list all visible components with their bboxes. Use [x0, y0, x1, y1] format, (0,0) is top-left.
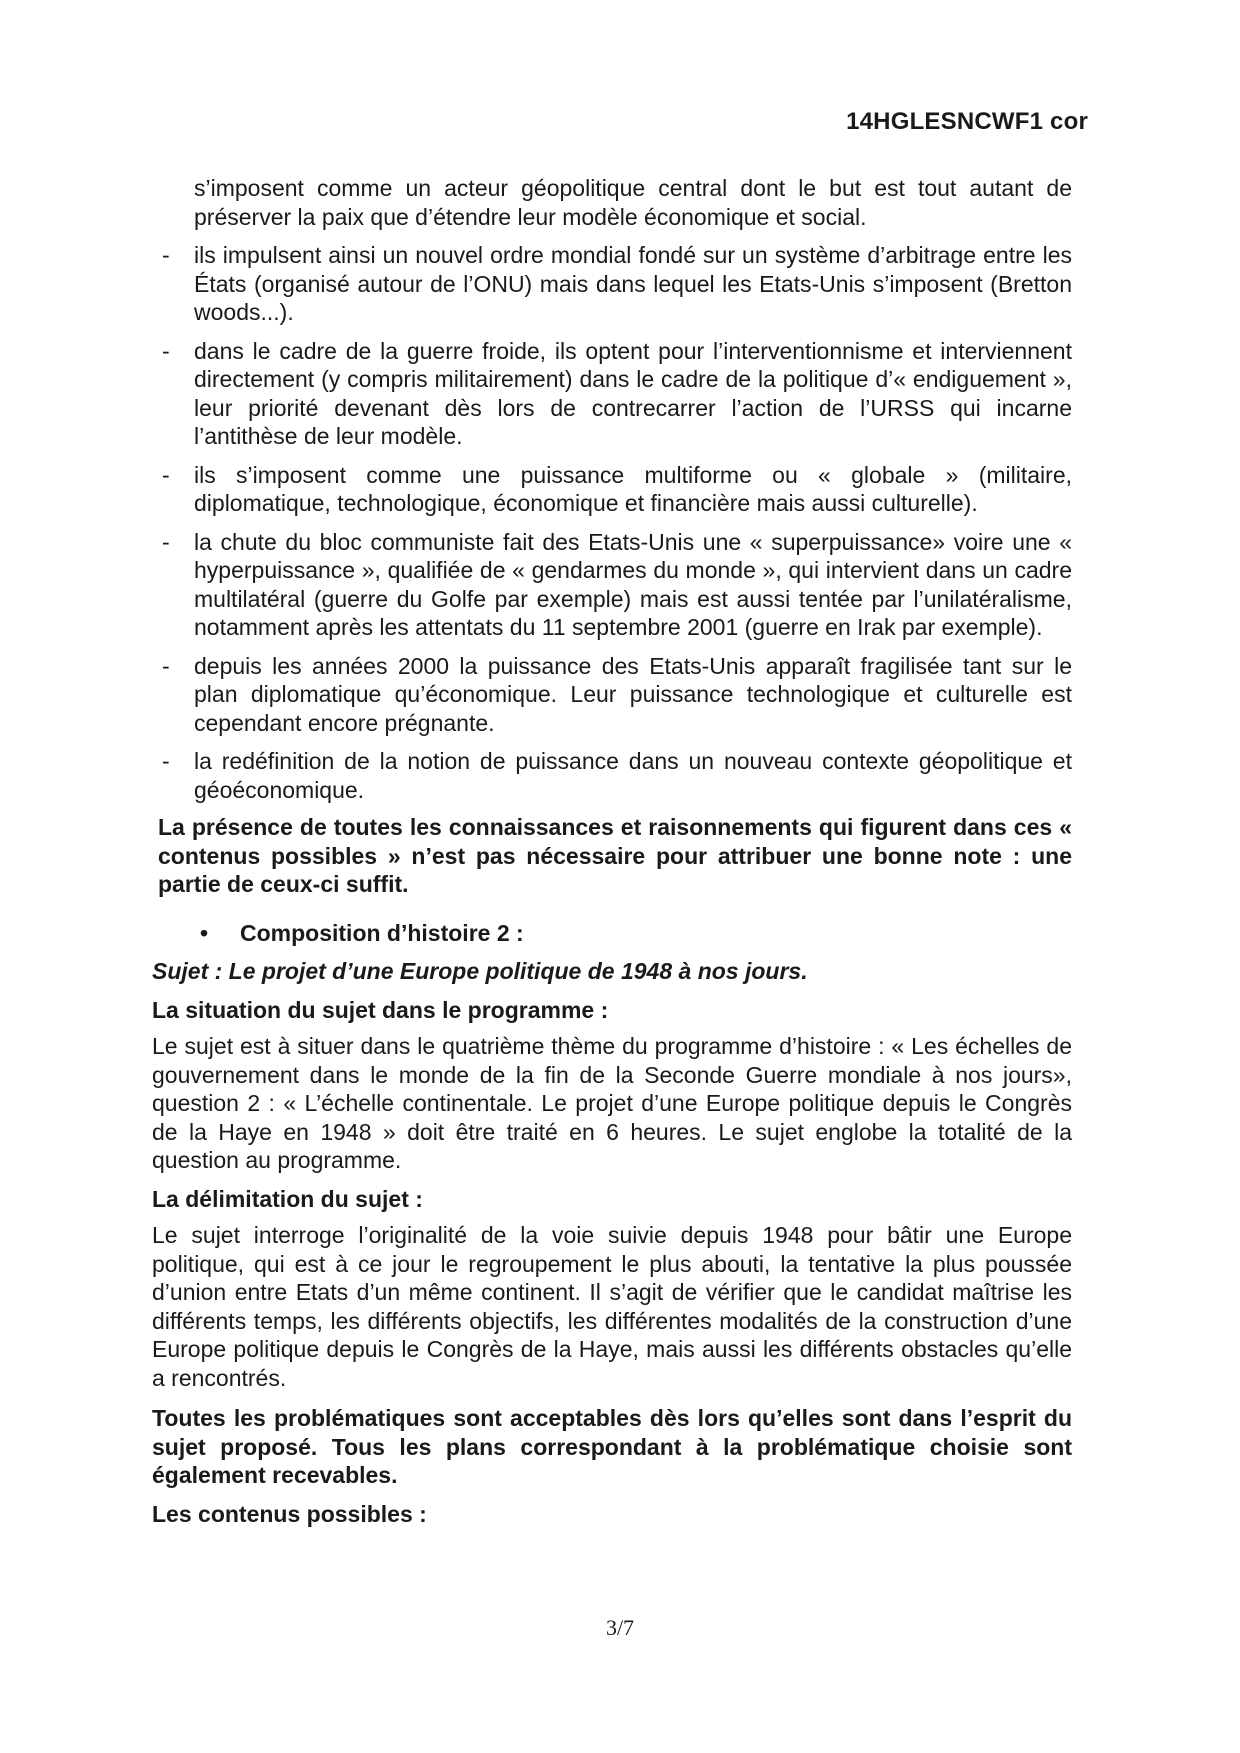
list-item-text: ils impulsent ainsi un nouvel ordre mondial fondé sur un système d’arbitrage entre les États (organisé autour de l’ONU) mais dans lequel les Etats-Unis s’imposent (Bretton woods...).	[194, 242, 1072, 325]
situation-paragraph: Le sujet est à situer dans le quatrième thème du programme d’histoire : « Les échelles de gouvernement dans le monde de la fin de la Seconde Guerre mondiale à nos jours», question 2 : « L’échelle continentale. Le projet d’une Europe politique depuis le Congrès de la Haye en 1948 » doit être traité en 6 heures. Le sujet englobe la totalité de la question au programme.	[152, 1033, 1072, 1173]
contenus-heading: Les contenus possibles :	[152, 1500, 427, 1527]
list-item-text: dans le cadre de la guerre froide, ils optent pour l’interventionnisme et interviennent directement (y compris militairement) dans le cadre de la politique d’« endiguement », leur priorité devenant dès lors de contrecarrer l’action de l’URSS qui incarne l’antithèse de leur modèle.	[194, 337, 1072, 449]
list-item	[152, 747, 1072, 804]
list-item	[152, 652, 1072, 738]
situation-heading: La situation du sujet dans le programme :	[152, 996, 609, 1023]
bullet-list	[152, 241, 1072, 804]
delimitation-paragraph: Le sujet interroge l’originalité de la voie suivie depuis 1948 pour bâtir une Europe politique, qui est à ce jour le regroupement le plus abouti, la tentative la plus poussée d’union entre Etats d’un même continent. Il s’agit de vérifier que le candidat maîtrise les différents temps, les différents objectifs, les différentes modalités de la construction d’une Europe politique depuis le Congrès de la Haye, mais aussi les différents obstacles qu’elle a rencontrés.	[152, 1222, 1072, 1391]
page-body	[152, 174, 1072, 1528]
document-code: 14HGLESNCWF1 cor	[846, 108, 1088, 135]
page-number: 3/7	[605, 1615, 635, 1640]
grading-note: La présence de toutes les connaissances et raisonnements qui figurent dans ces « contenus possibles » n’est pas nécessaire pour attribuer une bonne note : une partie de ceux-ci suffit.	[158, 814, 1072, 897]
list-item-text: depuis les années 2000 la puissance des Etats-Unis apparaît fragilisée tant sur le plan diplomatique qu’économique. Leur puissance technologique et culturelle est cependant encore prégnante.	[194, 652, 1072, 736]
list-item	[152, 337, 1072, 451]
subject-title: Sujet : Le projet d’une Europe politique de 1948 à nos jours.	[152, 958, 808, 984]
dash-marker: -	[162, 748, 170, 774]
plans-note: Toutes les problématiques sont acceptables dès lors qu’elles sont dans l’esprit du sujet proposé. Tous les plans correspondant à la problématique choisie sont également recevables.	[152, 1405, 1072, 1488]
dash-marker: -	[162, 242, 170, 268]
composition-title: Composition d’histoire 2 :	[240, 919, 524, 946]
list-item	[152, 528, 1072, 642]
dash-marker: -	[162, 528, 170, 555]
dash-marker: -	[162, 652, 170, 679]
list-item	[152, 461, 1072, 518]
intro-paragraph: s’imposent comme un acteur géopolitique central dont le but est tout autant de préserver la paix que d’étendre leur modèle économique et social.	[194, 175, 1072, 230]
list-item	[152, 241, 1072, 327]
list-item-text: ils s’imposent comme une puissance multiforme ou « globale » (militaire, diplomatique, technologique, économique et financière mais aussi culturelle).	[194, 461, 1072, 516]
list-item-text: la chute du bloc communiste fait des Etats-Unis une « superpuissance» voire une « hyperpuissance », qualifiée de « gendarmes du monde », qui intervient dans un cadre multilatéral (guerre du Golfe par exemple) mais est aussi tentée par l’unilatéralisme, notamment après les attentats du 11 septembre 2001 (guerre en Irak par exemple).	[194, 528, 1072, 640]
delimitation-heading: La délimitation du sujet :	[152, 1185, 423, 1212]
dash-marker: -	[162, 337, 170, 364]
composition-heading	[152, 919, 1072, 948]
bullet-icon: •	[200, 919, 209, 946]
dash-marker: -	[162, 461, 170, 488]
list-item-text: la redéfinition de la notion de puissance dans un nouveau contexte géopolitique et géoéconomique.	[194, 748, 1072, 803]
